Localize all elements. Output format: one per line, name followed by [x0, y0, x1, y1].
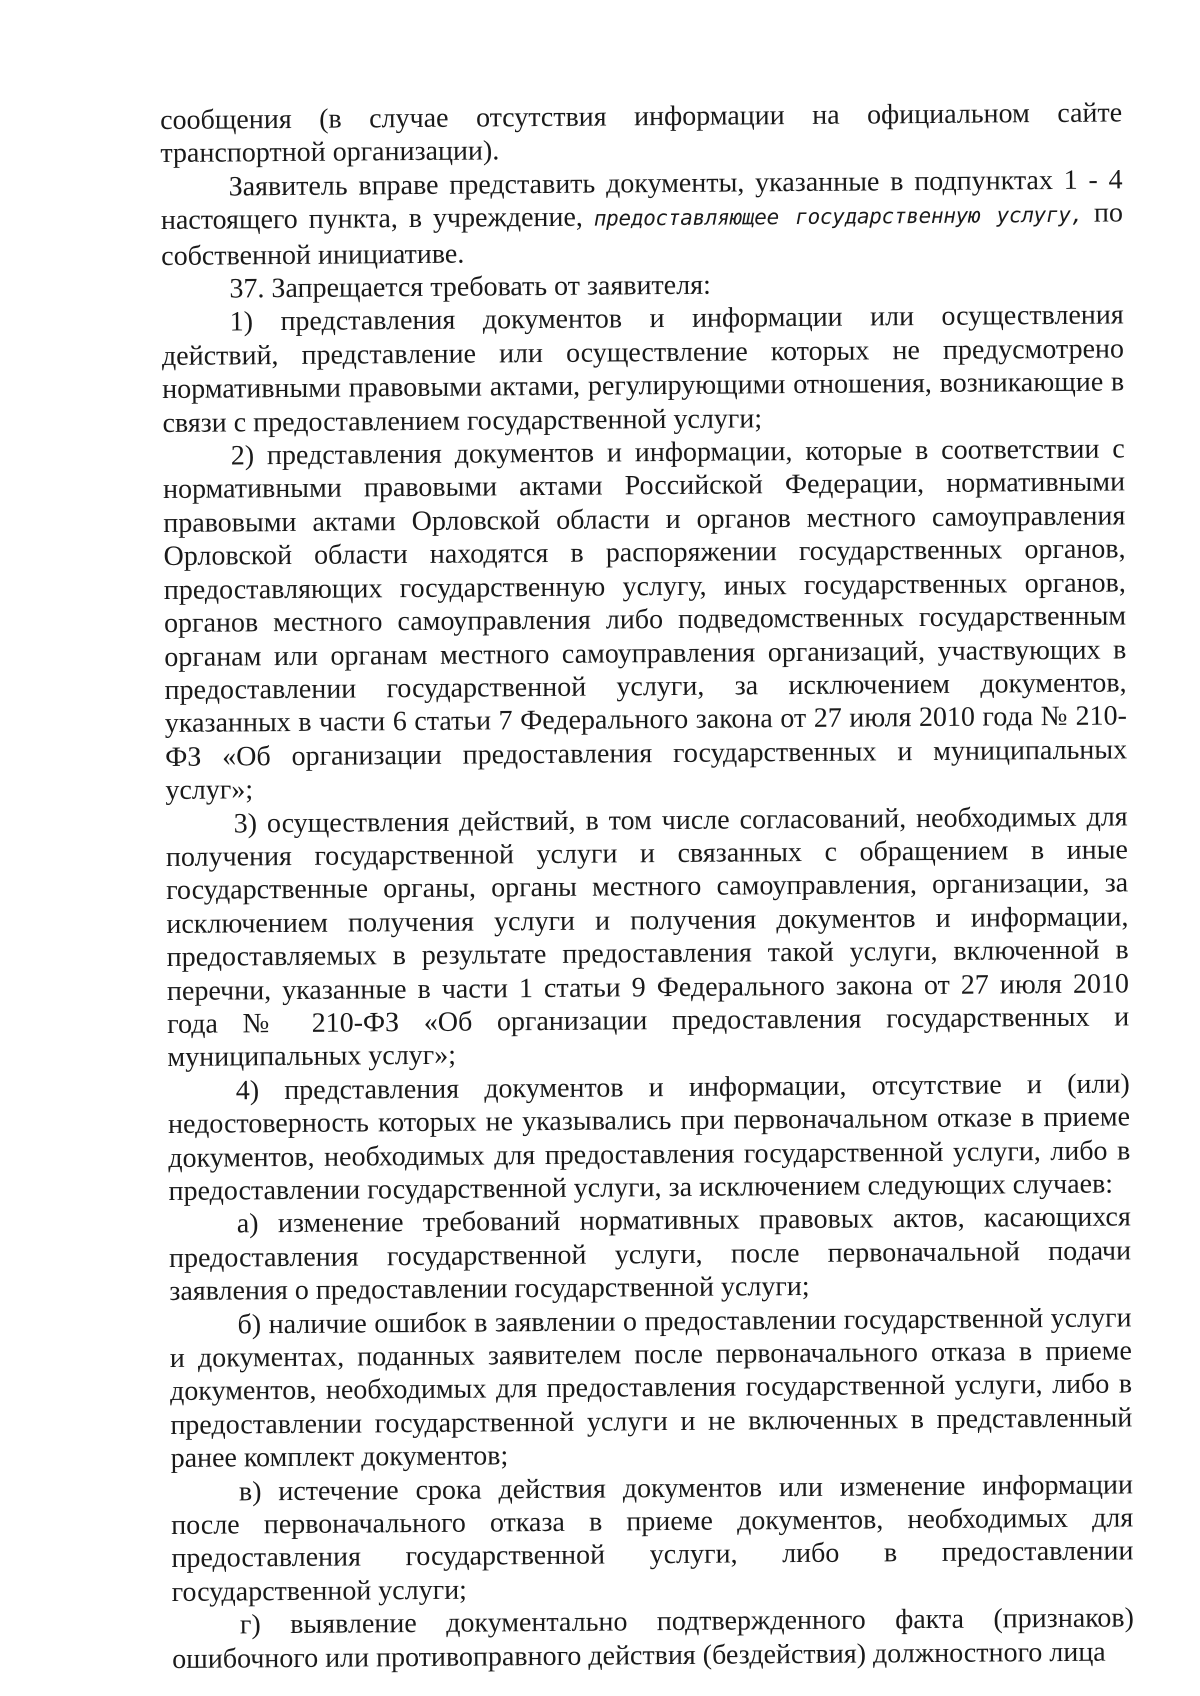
- paragraph-applicant-right-part2: предоставляющее государственную услугу,: [593, 202, 1084, 231]
- paragraph-applicant-right: [161, 163, 1124, 273]
- clause-37-item-4-g: г) выявление документально подтвержденного факта (признаков) ошибочного или противоправного действия (бездействия) должностного лица: [172, 1602, 1135, 1675]
- paragraph-applicant-right-part1: Заявитель вправе представить документы, указанные в подпунктах 1 - 4 настоящего пункта, в учреждение,: [160, 164, 1123, 237]
- paragraph-continuation: сообщения (в случае отсутствия информации на официальном сайте транспортной организации).: [160, 97, 1123, 170]
- clause-37-item-4-b: б) наличие ошибок в заявлении о предоставлении государственной услуги и документах, поданных заявителем после первоначального отказа в приеме документов, необходимых для предоставления государственной услуги, либо в предоставлении государственной услуги и не включенных в представленный ранее комплект документов;: [169, 1302, 1133, 1475]
- clause-37-item-4: 4) представления документов и информации, отсутствие и (или) недостоверность которых не указывались при первоначальном отказе в приеме документов, необходимых для предоставления государственной услуги, либо в предоставлении государственной услуги, за исключением следующих случаев:: [167, 1068, 1131, 1207]
- clause-37-item-2: 2) представления документов и информации, которые в соответствии с нормативными правовыми актами Российской Федерации, нормативными правовыми актами Орловской области и органов местного самоуправления Орловской области находятся в распоряжении государственных органов, предоставляющих государственную услугу, иных государственных органов, органов местного самоуправления либо подведомственных государственным органам или органам местного самоуправления организаций, участвующих в предоставлении государственной услуги, за исключением документов, указанных в части 6 статьи 7 Федерального закона от 27 июля 2010 года № 210-ФЗ «Об организации предоставления государственных и муниципальных услуг»;: [162, 433, 1128, 807]
- paragraph-applicant-right-part3: по собственной инициативе.: [161, 197, 1124, 272]
- clause-37-heading: 37. Запрещается требовать от заявителя:: [229, 269, 711, 305]
- document-body: [160, 96, 1134, 1676]
- clause-37-item-4-a: а) изменение требований нормативных правовых актов, касающихся предоставления государственной услуги, после первоначальной подачи заявления о предоставлении государственной услуги;: [168, 1201, 1132, 1308]
- clause-37-item-3: 3) осуществления действий, в том числе согласований, необходимых для получения государственной услуги и связанных с обращением в иные государственные органы, органы местного самоуправления, организации, за исключением получения услуги и получения документов и информации, предоставляемых в результате предоставления такой услуги, включенной в перечни, указанные в части 1 статьи 9 Федерального закона от 27 июля 2010 года № 210-ФЗ «Об организации предоставления государственных и муниципальных услуг»;: [165, 800, 1130, 1074]
- clause-37-item-4-v: в) истечение срока действия документов или изменение информации после первоначального отказа в приеме документов, необходимых для предоставления государственной услуги, либо в предоставлении государственной услуги;: [171, 1469, 1134, 1608]
- clause-37-item-1: 1) представления документов и информации или осуществления действий, представление или осуществление которых не предусмотрено нормативными правовыми актами, регулирующими отношения, возникающие в связи с предоставлением государственной услуги;: [161, 299, 1125, 439]
